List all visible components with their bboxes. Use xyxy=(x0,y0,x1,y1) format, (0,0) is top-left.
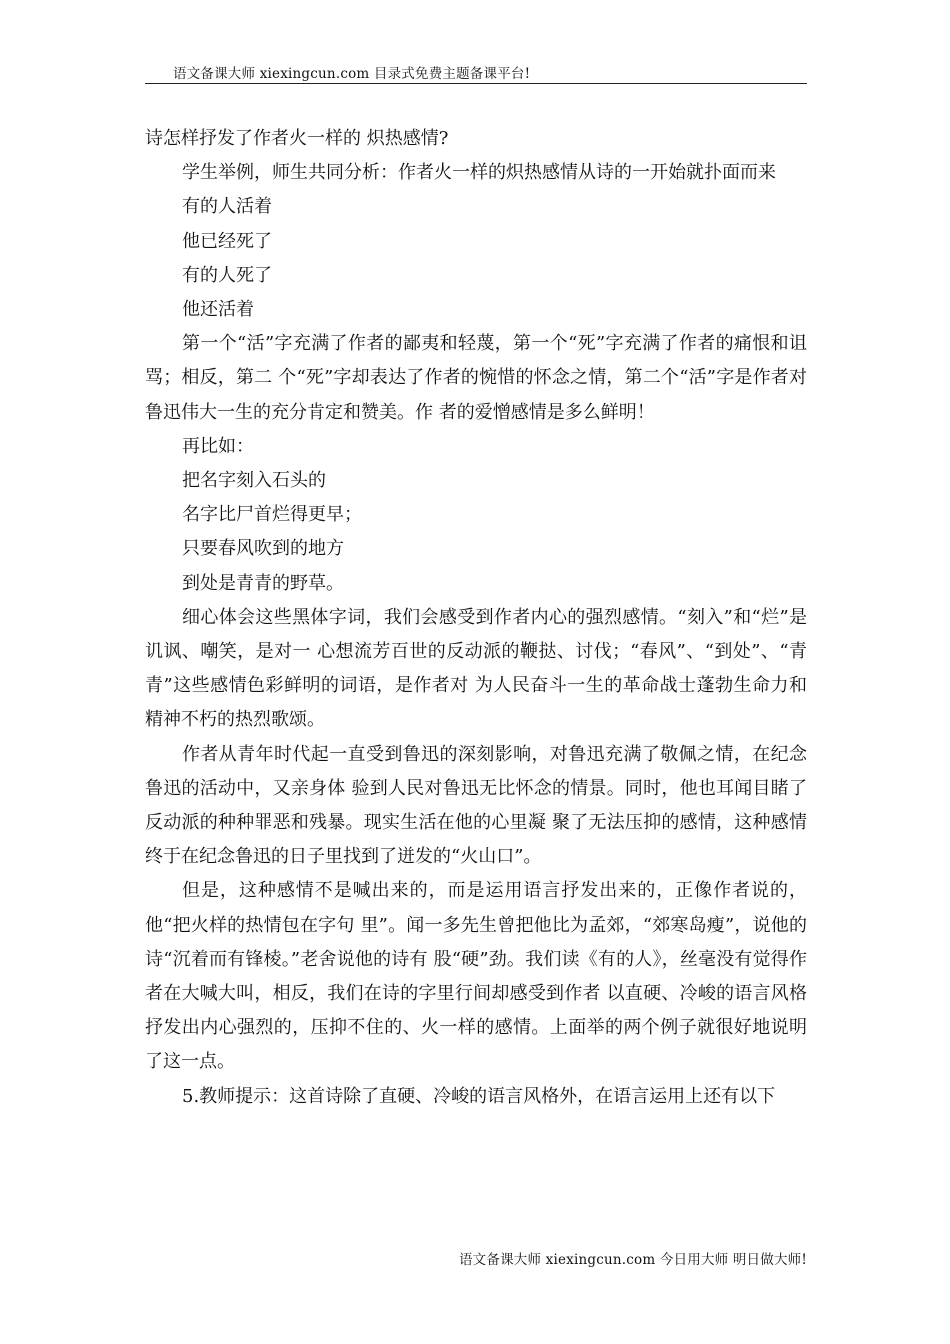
poem-line: 他已经死了 xyxy=(182,230,272,252)
poem-line: 只要春风吹到的地方 xyxy=(182,538,344,560)
poem-line: 他还活着 xyxy=(182,299,254,321)
poem-line: 有的人活着 xyxy=(182,196,272,218)
paragraph-analysis-2: 细心体会这些黑体字词，我们会感受到作者内心的强烈感情。“刻入”和“烂”是讥讽、嘲笑，是对一 心想流芳百世的反动派的鞭挞、讨伐；“春风”、“到处”、“青青”这些感情色彩鲜明的词语，是作者对 为人民奋斗一生的革命战士蓬勃生命力和精神不朽的热烈歌颂。 xyxy=(145,606,807,731)
poem-line: 到处是青青的野草。 xyxy=(182,572,344,594)
paragraph-example-intro: 再比如： xyxy=(182,435,254,457)
paragraph-teacher-tip: 5.教师提示：这首诗除了直硬、冷峻的语言风格外，在语言运用上还有以下 xyxy=(182,1085,776,1107)
header-divider xyxy=(145,83,807,84)
paragraph-background: 作者从青年时代起一直受到鲁迅的深刻影响，对鲁迅充满了敬佩之情，在纪念鲁迅的活动中，又亲身体 验到人民对鲁迅无比怀念的情景。同时，他也耳闻目睹了反动派的种种罪恶和残暴。现实生活在他的心里凝 聚了无法压抑的感情，这种感情终于在纪念鲁迅的日子里找到了迸发的“火山口”。 xyxy=(145,743,807,868)
paragraph-language-style: 但是，这种感情不是喊出来的，而是运用语言抒发出来的，正像作者说的，他“把火样的热情包在字句 里”。闻一多先生曾把他比为孟郊，“郊寒岛瘦”，说他的诗“沉着而有锋棱。”老舍说他的诗有 股“硬”劲。我们读《有的人》，丝毫没有觉得作者在大喊大叫，相反，我们在诗的字里行间却感受到作者 以直硬、冷峻的语言风格抒发出内心强烈的，压抑不住的、火一样的感情。上面举的两个例子就很好地说明 了这一点。 xyxy=(145,880,807,1073)
poem-line: 把名字刻入石头的 xyxy=(182,470,326,492)
poem-line: 有的人死了 xyxy=(182,264,272,286)
paragraph-analysis-1: 第一个“活”字充满了作者的鄙夷和轻蔑，第一个“死”字充满了作者的痛恨和诅骂；相反，第二 个“死”字却表达了作者的惋惜的怀念之情，第二个“活”字是作者对鲁迅伟大一生的充分肯定和赞美。作 者的爱憎感情是多么鲜明！ xyxy=(145,333,807,423)
paragraph-analysis-intro: 学生举例，师生共同分析：作者火一样的炽热感情从诗的一开始就扑面而来 xyxy=(182,162,776,184)
poem-line: 名字比尸首烂得更早； xyxy=(182,504,362,526)
body-content xyxy=(145,122,807,1114)
page-footer: 语文备课大师 xiexingcun.com 今日用大师 明日做大师! xyxy=(458,1252,807,1268)
paragraph-question: 诗怎样抒发了作者火一样的 炽热感情? xyxy=(145,128,449,149)
page-header: 语文备课大师 xiexingcun.com 目录式免费主题备课平台! xyxy=(173,66,531,82)
